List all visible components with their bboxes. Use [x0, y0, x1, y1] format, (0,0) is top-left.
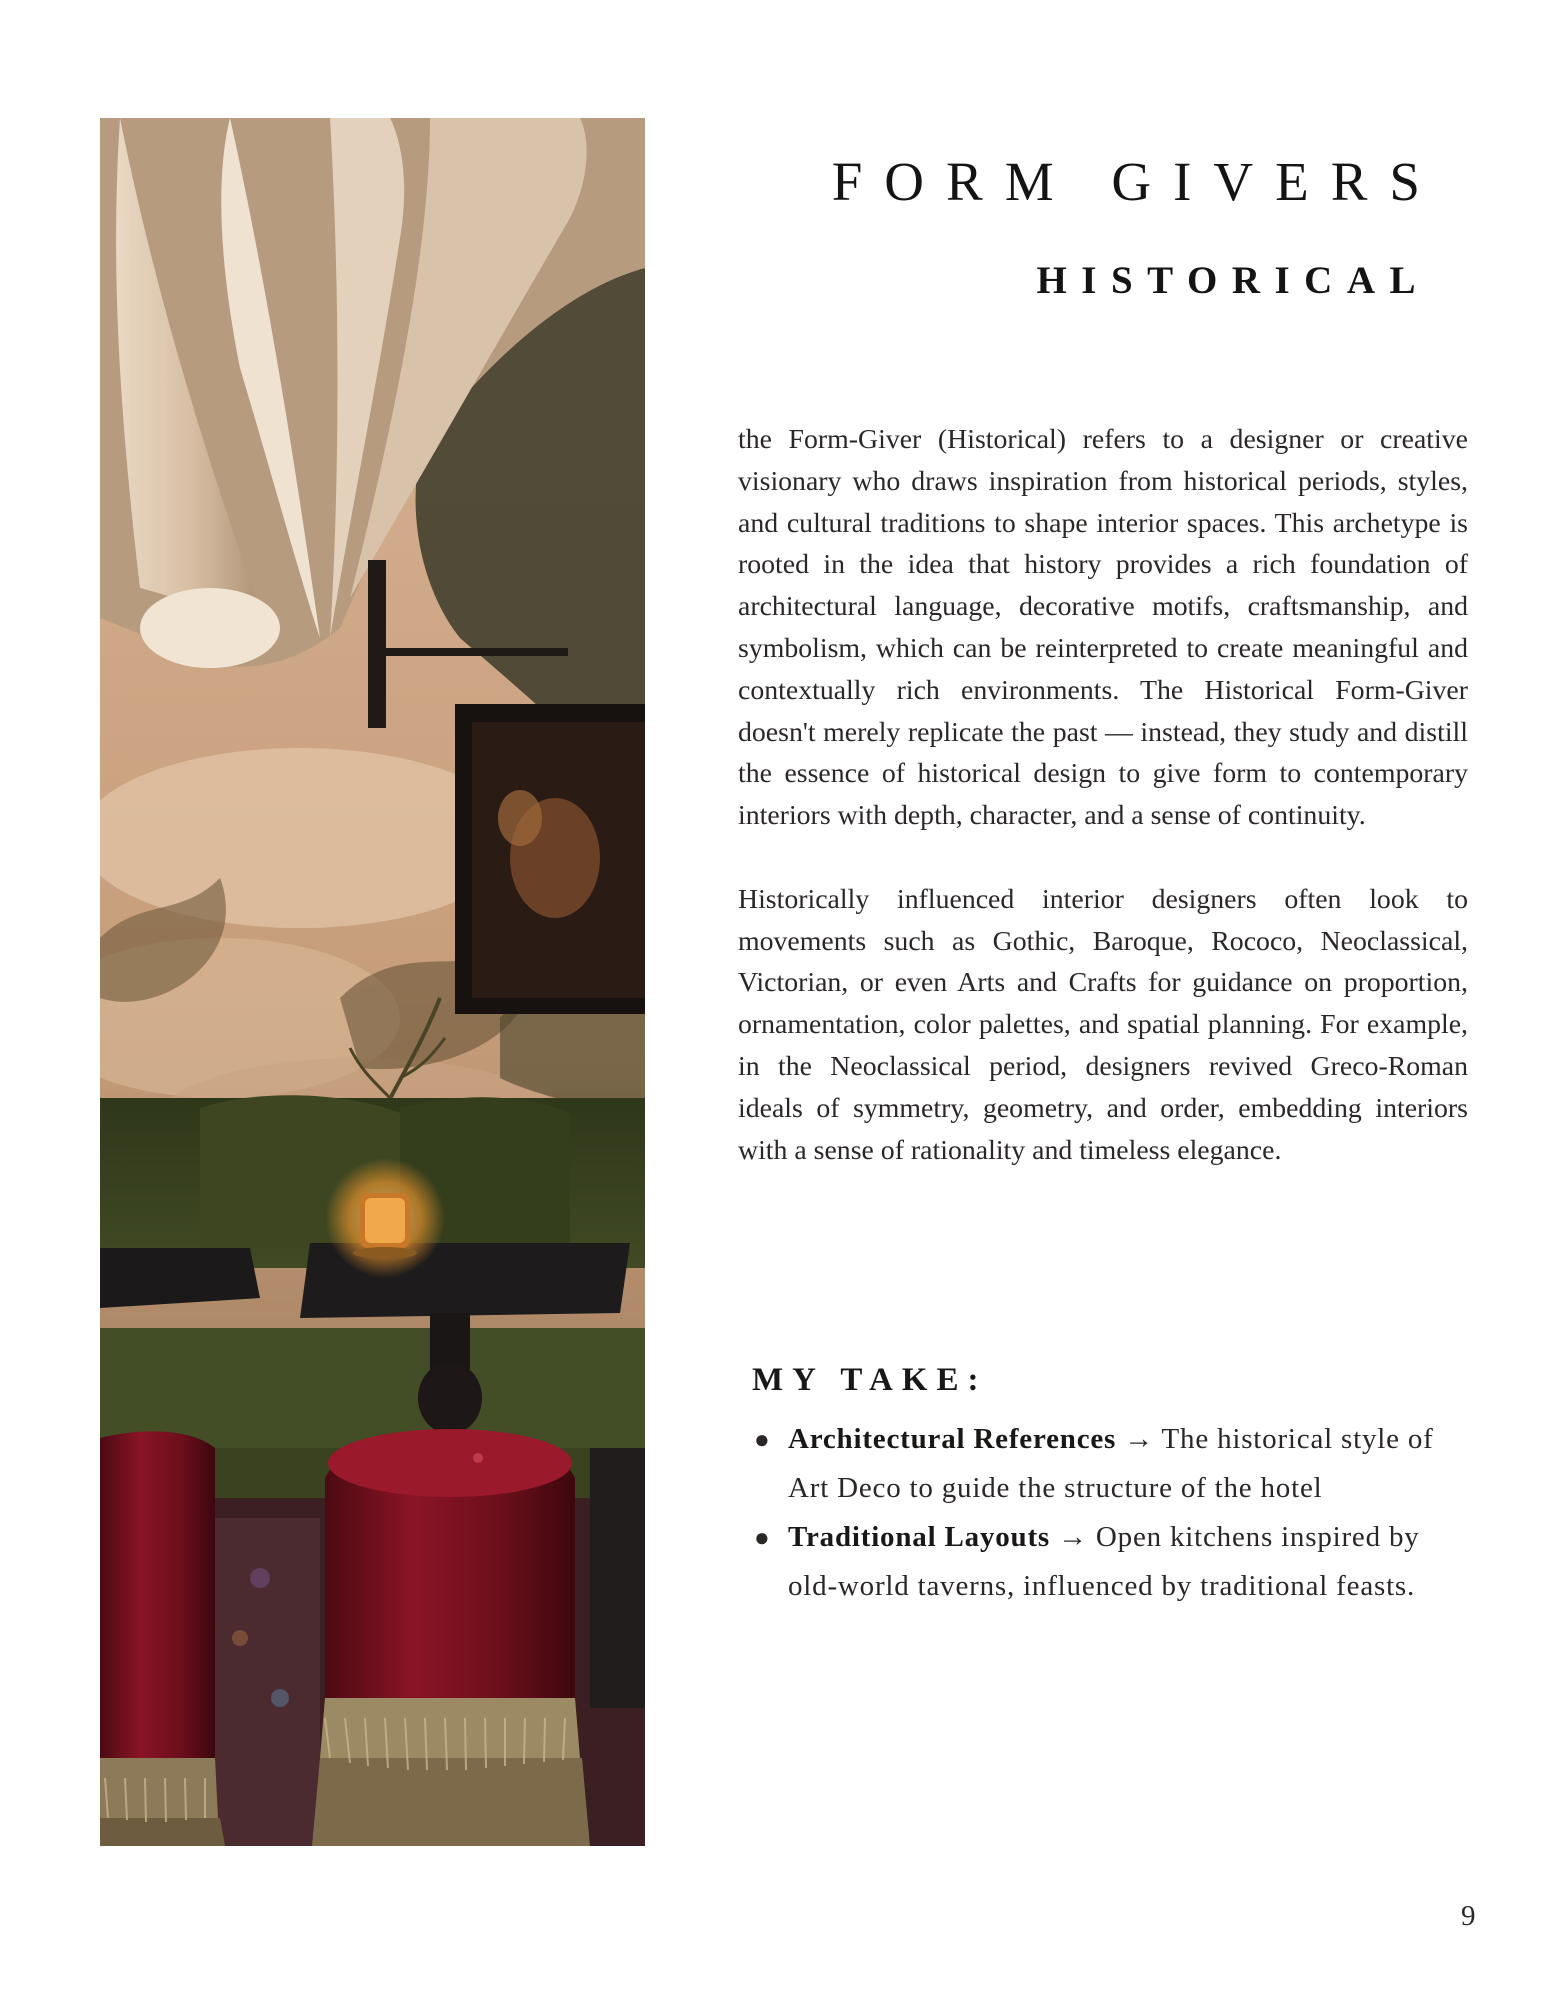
- bullet-icon: ●: [754, 1523, 771, 1552]
- page-title: FORM GIVERS: [831, 151, 1442, 212]
- list-item: [752, 1415, 1472, 1513]
- my-take-list: [752, 1415, 1472, 1611]
- body-text: [738, 419, 1468, 1213]
- list-item-term: Architectural References: [788, 1423, 1117, 1455]
- arrow-icon: →: [1116, 1423, 1162, 1455]
- arrow-icon: →: [1050, 1521, 1096, 1553]
- page-number: 9: [1461, 1900, 1476, 1932]
- bullet-icon: ●: [754, 1425, 771, 1454]
- page-subtitle: HISTORICAL: [1036, 259, 1430, 302]
- paragraph: Historically influenced interior designers often look to movements such as Gothic, Baroque, Rococo, Neoclassical, Victorian, or even Arts and Crafts for guidance on proportion, ornamentation, color palettes, and spatial planning. For example, in the Neoclassical period, designers revived Greco-Roman ideals of symmetry, geometry, and order, embedding interiors with a sense of rationality and timeless elegance.: [738, 883, 1468, 1166]
- my-take-heading: MY TAKE:: [752, 1362, 988, 1398]
- paragraph: the Form-Giver (Historical) refers to a designer or creative visionary who draws inspiration from historical periods, styles, and cultural traditions to shape interior spaces. This archetype is rooted in the idea that history provides a rich foundation of architectural language, decorative motifs, craftsmanship, and symbolism, which can be reinterpreted to create meaningful and contextually rich environments. The Historical Form-Giver doesn't merely replicate the past — instead, they study and distill the essence of historical design to give form to contemporary interiors with depth, character, and a sense of continuity.: [738, 424, 1468, 832]
- interior-photo: [100, 118, 645, 1846]
- list-item: [752, 1513, 1472, 1611]
- list-item-term: Traditional Layouts: [788, 1521, 1051, 1553]
- list-item-text: The historical style of Art Deco to guide the structure of the hotel: [788, 1423, 1434, 1504]
- list-item-text: Open kitchens inspired by old-world taverns, influenced by traditional feasts.: [788, 1521, 1420, 1602]
